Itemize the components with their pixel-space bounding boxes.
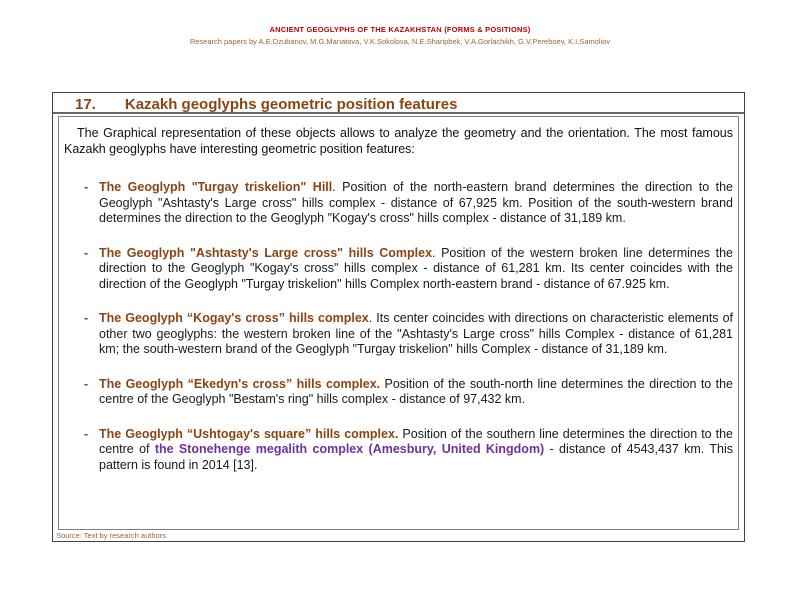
source-note: Source: Text by research authors xyxy=(56,531,166,540)
slide-title: Kazakh geoglyphs geometric position features xyxy=(124,96,458,113)
bullet-heading: The Geoglyph "Ashtasty's Large cross" hills Complex xyxy=(99,245,433,260)
bullet-body: . Position of the western broken line determines the direction to the Geoglyph "Kogay's cross" hills complex - distance of 61,281 km. Its center coincides with the direction of the Geoglyph "Turgay triskelion" hills Complex north-eastern brand - distance of 67.925 km. xyxy=(99,245,734,291)
bullet-heading: The Geoglyph “Kogay's cross” hills complex xyxy=(99,311,369,325)
bullet-marker: - xyxy=(84,311,89,325)
bullet-marker: - xyxy=(84,426,89,441)
document-authors: Research papers by A.E.Dzubanov, M.G.Manatova, V.K.Sokolova, N.E.Sharipbek, V.A.Gorlachikh, G.V.Pereboev, K.I.Samoliov xyxy=(189,37,611,46)
bullet-heading: The Geoglyph “Ekedyn's cross” hills complex. xyxy=(99,376,381,391)
bullet-body: - distance of 4543,437 km. This pattern is found in 2014 [13]. xyxy=(99,442,733,472)
bullet-list xyxy=(84,180,733,473)
intro-paragraph: The Graphical representation of these objects allows to analyze the geometry and the orientation. The most famous Kazakh geoglyphs have interesting geometric position features: xyxy=(64,126,733,156)
bullet-marker: - xyxy=(84,180,89,194)
slide-frame xyxy=(52,92,745,542)
bullet-item-kogay-cross xyxy=(84,311,733,358)
bullet-body: . Position of the north-eastern brand determines the direction to the Geoglyph "Ashtasty's Large cross" hills complex - distance of 67,925 km. Position of the south-western brand determines the direction to the Geoglyph "Kogay's cross" hills complex - distance of 31,189 km. xyxy=(99,180,733,225)
bullet-marker: - xyxy=(84,376,89,391)
slide-number: 17. xyxy=(75,96,96,113)
slide-content-box xyxy=(58,116,739,530)
page-header xyxy=(0,25,800,46)
document-title: ANCIENT GEOGLYPHS OF THE KAZAKHSTAN (FORMS & POSITIONS) xyxy=(269,25,531,34)
bullet-body: Position of the south-north line determines the direction to the centre of the Geoglyph "Bestam's ring" hills complex - distance of 97,432 km. xyxy=(99,376,733,406)
bullet-item-ashtasty-large-cross xyxy=(84,246,733,293)
slide-title-row xyxy=(53,93,744,114)
bullet-item-turgay-triskelion xyxy=(84,180,733,227)
bullet-body: . Its center coincides with directions on characteristic elements of other two geoglyphs: the western broken line of the "Ashtasty's Large cross" hills Complex - distance of 61,281 km; the south-western brand of the Geoglyph "Turgay triskelion" hills Complex - distance of 31,189 km. xyxy=(99,311,733,356)
bullet-item-ushtogay-square xyxy=(84,427,733,474)
bullet-item-ekedyn-cross xyxy=(84,377,733,408)
bullet-heading: The Geoglyph "Turgay triskelion" Hill xyxy=(99,180,333,194)
bullet-marker: - xyxy=(84,245,89,260)
bullet-body: Position of the southern line determines the direction to the centre of xyxy=(99,426,733,456)
bullet-heading: The Geoglyph “Ushtogay's square” hills complex. xyxy=(99,426,399,441)
stonehenge-highlight: the Stonehenge megalith complex (Amesbury, United Kingdom) xyxy=(154,442,545,456)
